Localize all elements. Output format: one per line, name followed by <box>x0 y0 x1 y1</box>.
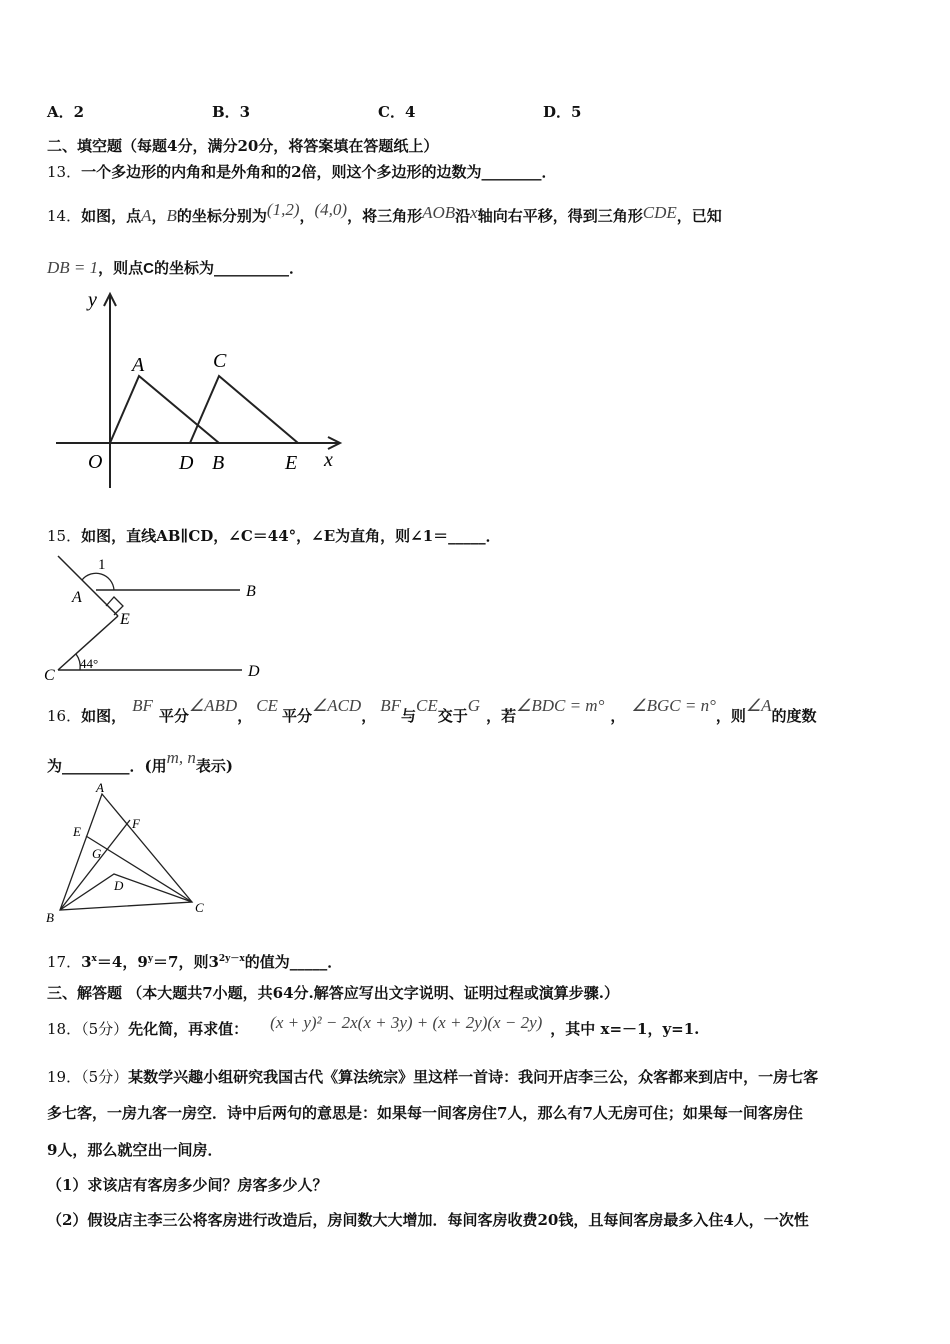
question-13 <box>47 162 557 182</box>
q14-sep-2: ， <box>299 207 315 225</box>
choice-d: D．5 <box>543 103 582 121</box>
question-15 <box>47 526 501 546</box>
q14-label-c: C <box>213 350 227 372</box>
choice-b: B．3 <box>212 103 251 121</box>
q14-text-1: 如图，点 <box>81 207 142 225</box>
q14-triangle-aob-shape <box>110 376 219 443</box>
q17-exp-x: x <box>91 954 97 964</box>
question-18 <box>47 1013 700 1039</box>
question-19-points: （5分） <box>81 1068 129 1086</box>
q17-part-c: ＝7，则3 <box>153 953 219 971</box>
q14-triangle-cde: CDE <box>642 203 677 222</box>
q16-segments-bdc <box>60 874 192 910</box>
q14-label-e: E <box>285 452 298 474</box>
question-16-line-1 <box>47 696 817 726</box>
q16-label-e: E <box>73 824 81 839</box>
q16-angle-bdc: ∠BDC = m° <box>516 696 605 715</box>
q18-expression: (x + y)² − 2x(x + 3y) + (x + 2y)(x − 2y) <box>270 1013 543 1032</box>
q14-sep-1: ， <box>151 207 167 225</box>
q14-text-5: 轴向右平移，得到三角形 <box>477 207 643 225</box>
q16-text-3: 平分 <box>281 707 312 725</box>
q14-coord-2: (4,0) <box>314 200 348 219</box>
q17-part-a: 3 <box>81 953 92 971</box>
q15-figure <box>42 552 272 684</box>
q14-text-6: ，已知 <box>676 207 722 225</box>
question-19-line-2: 多七客，一房九客一房空．诗中后两句的意思是：如果每一间客房住7人，那么有7人无房可住；如果每一间客房住 <box>47 1104 803 1122</box>
q16-label-f: F <box>132 816 140 831</box>
q15-angle-1-arc <box>82 573 114 590</box>
q15-label-b: B <box>246 583 256 600</box>
q14-axis-x: x <box>470 203 478 222</box>
question-18-points: （5分） <box>81 1020 129 1038</box>
q16-text-7: ，则 <box>715 707 746 725</box>
q17-part-d: 的值为_____． <box>244 953 343 971</box>
choice-c: C．4 <box>378 103 416 121</box>
q16-triangle-abc <box>60 794 192 910</box>
q16-text-5: 交于 <box>437 707 468 725</box>
q16-text-9: 为_________．(用 <box>47 757 167 775</box>
q16-text-4: 与 <box>401 707 417 725</box>
question-14-line-2 <box>47 258 304 279</box>
q16-ce-2: CE <box>416 696 438 715</box>
q14-coord-1: (1,2) <box>266 200 300 219</box>
q16-label-g: G <box>92 846 102 861</box>
q15-label-d: D <box>248 663 260 680</box>
question-19-line-3: 9人，那么就空出一间房． <box>47 1141 223 1159</box>
question-17-number: 17． <box>47 953 82 971</box>
q16-bf-2: BF <box>380 696 402 715</box>
question-18-number: 18． <box>47 1020 82 1038</box>
q16-label-a: A <box>96 780 104 795</box>
q14-text-2: 的坐标分别为 <box>176 207 267 225</box>
section-3-heading: 三、解答题 （本大题共7小题，共64分.解答应写出文字说明、证明过程或演算步骤.） <box>47 984 619 1002</box>
q17-part-b: ＝4，9 <box>96 953 148 971</box>
q16-text-10: 表示) <box>195 757 233 775</box>
q14-point-c: C <box>143 260 154 277</box>
q16-text-6: ，若 <box>486 707 517 725</box>
q16-angle-abd: ∠ABD <box>188 696 238 715</box>
q14-label-y: y <box>88 289 97 311</box>
q18-text-1: 先化简，再求值： <box>128 1020 249 1038</box>
q17-exp-2y-x: 2y－x <box>218 954 245 964</box>
q14-label-b: B <box>212 452 225 474</box>
q16-angle-bgc: ∠BGC = n° <box>631 696 716 715</box>
q14-text-8: 的坐标为__________． <box>154 259 305 277</box>
q16-angle-acd: ∠ACD <box>311 696 362 715</box>
question-14-line-1 <box>47 200 722 226</box>
q16-angle-a: ∠A <box>745 696 772 715</box>
q16-segment-ce <box>86 836 192 902</box>
question-13-text: 一个多边形的内角和是外角和的2倍，则这个多边形的边数为________． <box>81 163 557 181</box>
choice-a: A．2 <box>47 103 85 121</box>
question-16-line-2 <box>47 748 233 776</box>
q19-line-1-text: 某数学兴趣小组研究我国古代《算法统宗》里这样一首诗：我问开店李三公，众客都来到店中，一房七客 <box>128 1068 819 1086</box>
q16-text-2: 平分 <box>158 707 189 725</box>
q14-label-x: x <box>324 449 333 471</box>
q14-label-a: A <box>132 354 145 376</box>
question-16-number: 16． <box>47 707 82 725</box>
q16-sep-2: ， <box>361 707 377 725</box>
q16-text-1: 如图， <box>81 707 127 725</box>
q16-label-b: B <box>46 910 54 925</box>
q14-point-b: B <box>166 206 177 225</box>
question-15-text: 如图，直线AB∥CD，∠C＝44°，∠E为直角，则∠1＝_____． <box>81 527 501 545</box>
q15-label-1: 1 <box>98 557 106 573</box>
q15-label-44: 44° <box>80 656 99 671</box>
q14-db-equation: DB = 1 <box>47 258 99 277</box>
q14-text-3: ，将三角形 <box>347 207 423 225</box>
q15-label-c: C <box>44 667 55 684</box>
q15-transversal-a <box>58 556 118 616</box>
q14-label-o: O <box>88 451 103 473</box>
q16-sep-3: ， <box>610 707 626 725</box>
q16-point-g: G <box>467 696 481 715</box>
section-2-heading: 二、填空题（每题4分，满分20分，将答案填在答题纸上） <box>47 137 439 155</box>
q14-triangle-aob: AOB <box>422 203 456 222</box>
q17-exp-y: y <box>147 954 154 964</box>
q16-mn: m, n <box>166 748 196 767</box>
q18-text-2: ，其中 x=－1，y=1. <box>550 1020 700 1038</box>
q16-text-8: 的度数 <box>771 707 817 725</box>
q14-figure <box>48 288 358 498</box>
question-13-number: 13． <box>47 163 82 181</box>
question-19-part-2: （2）假设店主李三公将客房进行改造后，房间数大大增加．每间客房收费20钱，且每间客房最多入住4人，一次性 <box>47 1211 809 1229</box>
question-19-line-1 <box>47 1067 818 1087</box>
q14-label-d: D <box>179 452 194 474</box>
question-17 <box>47 949 342 972</box>
question-19-number: 19． <box>47 1068 82 1086</box>
question-15-number: 15． <box>47 527 82 545</box>
q14-text-7: ，则点 <box>98 259 144 277</box>
question-19-part-1: （1）求该店有客房多少间？房客多少人？ <box>47 1176 328 1194</box>
question-14-number: 14． <box>47 207 82 225</box>
q14-text-4: 沿 <box>455 207 471 225</box>
q16-label-d: D <box>114 878 124 893</box>
q16-bf: BF <box>132 696 153 715</box>
q15-label-a: A <box>72 589 82 606</box>
q16-ce: CE <box>256 696 278 715</box>
q16-label-c: C <box>195 900 204 915</box>
q16-segment-bf <box>60 820 130 910</box>
q15-label-e: E <box>120 611 130 628</box>
q16-sep-1: ， <box>237 707 253 725</box>
q16-figure <box>42 780 222 925</box>
q14-point-a: A <box>141 206 152 225</box>
